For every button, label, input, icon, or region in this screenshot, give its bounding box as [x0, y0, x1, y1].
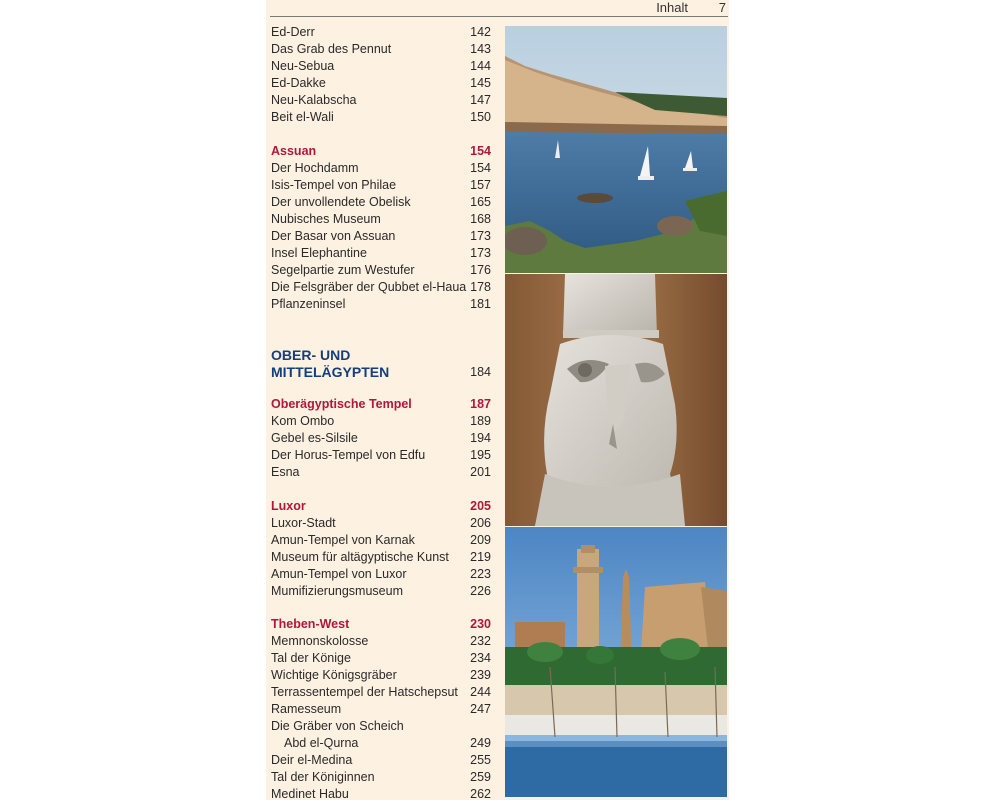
entry-page: 239: [470, 668, 491, 682]
entry-title: Ed-Derr: [271, 25, 315, 39]
entry-page: 244: [470, 685, 491, 699]
part-title-line1: OBER- UND: [271, 347, 351, 363]
entry-title: Wichtige Königsgräber: [271, 668, 397, 682]
entry-title: Kom Ombo: [271, 414, 335, 428]
entry-page: 219: [470, 550, 491, 564]
entry-page: 247: [470, 702, 491, 716]
entry-page: 223: [470, 567, 491, 581]
toc-entry[interactable]: [271, 633, 493, 650]
toc-entry[interactable]: [271, 296, 493, 313]
entry-title: Abd el-Qurna: [284, 736, 359, 750]
entry-title: Pflanzeninsel: [271, 297, 346, 311]
entry-page: 255: [470, 753, 491, 767]
entry-title: Terrassentempel der Hatschepsut: [271, 685, 458, 699]
section-title: Oberägyptische Tempel: [271, 397, 412, 411]
header-title: Inhalt: [656, 0, 688, 15]
toc-entry[interactable]: [271, 109, 493, 126]
entry-title: Mumifizierungsmuseum: [271, 584, 403, 598]
photo-horus-statue: [505, 274, 727, 526]
section-page: 187: [470, 397, 491, 411]
entry-page: 249: [470, 736, 491, 750]
entry-title: Neu-Sebua: [271, 59, 335, 73]
entry-page: 147: [470, 93, 491, 107]
entry-page: 226: [470, 584, 491, 598]
section-page: 205: [470, 499, 491, 513]
toc-entry[interactable]: [271, 92, 493, 109]
entry-title: Ramesseum: [271, 702, 342, 716]
entry-page: 209: [470, 533, 491, 547]
part-heading[interactable]: [271, 347, 493, 381]
section-page: 230: [470, 617, 491, 631]
page-number: 7: [718, 0, 726, 15]
toc-entry[interactable]: [271, 549, 493, 566]
entry-title: Isis-Tempel von Philae: [271, 178, 397, 192]
entry-page: 178: [470, 280, 491, 294]
entry-page: 165: [470, 195, 491, 209]
toc-entry[interactable]: [271, 245, 493, 262]
entry-title: Das Grab des Pennut: [271, 42, 392, 56]
entry-page: 173: [470, 246, 491, 260]
toc-entry[interactable]: [271, 786, 493, 803]
entry-page: 201: [470, 465, 491, 479]
toc-entry[interactable]: [271, 532, 493, 549]
toc-entry[interactable]: [271, 430, 493, 447]
toc-entry[interactable]: [271, 701, 493, 718]
entry-page: 142: [470, 25, 491, 39]
toc-entry[interactable]: [271, 515, 493, 532]
part-page: 184: [470, 365, 491, 379]
section-heading-assuan[interactable]: [271, 143, 493, 160]
entry-page: 157: [470, 178, 491, 192]
entry-page: 143: [470, 42, 491, 56]
entry-title: Tal der Königinnen: [271, 770, 375, 784]
entry-title: Beit el-Wali: [271, 110, 334, 124]
entry-page: 189: [470, 414, 491, 428]
toc-entry[interactable]: [271, 279, 493, 296]
part-title-line2: MITTELÄGYPTEN: [271, 364, 390, 380]
toc-entry[interactable]: [271, 769, 493, 786]
section-heading-theben-west[interactable]: [271, 616, 493, 633]
running-header: [270, 0, 728, 17]
entry-title: Ed-Dakke: [271, 76, 326, 90]
section-heading-oberaegyptische-tempel[interactable]: [271, 396, 493, 413]
toc-entry[interactable]: [271, 684, 493, 701]
toc-entry[interactable]: [271, 58, 493, 75]
entry-title: Amun-Tempel von Karnak: [271, 533, 415, 547]
entry-title: Die Gräber von Scheich: [271, 719, 404, 733]
toc-entry[interactable]: [271, 177, 493, 194]
entry-title: Esna: [271, 465, 300, 479]
entry-title: Gebel es-Silsile: [271, 431, 358, 445]
photo-nile-aswan: [505, 26, 727, 273]
toc-entry[interactable]: [271, 752, 493, 769]
entry-title: Nubisches Museum: [271, 212, 381, 226]
section-title: Theben-West: [271, 617, 350, 631]
entry-title: Memnonskolosse: [271, 634, 369, 648]
toc-entry[interactable]: [271, 650, 493, 667]
entry-title: Tal der Könige: [271, 651, 351, 665]
entry-page: 206: [470, 516, 491, 530]
toc-entry[interactable]: [271, 24, 493, 41]
entry-title: Der unvollendete Obelisk: [271, 195, 411, 209]
toc-entry[interactable]: [271, 262, 493, 279]
entry-title: Der Basar von Assuan: [271, 229, 396, 243]
section-title: Luxor: [271, 499, 306, 513]
entry-title: Luxor-Stadt: [271, 516, 336, 530]
entry-page: 181: [470, 297, 491, 311]
entry-page: 259: [470, 770, 491, 784]
entry-title: Insel Elephantine: [271, 246, 367, 260]
section-heading-luxor[interactable]: [271, 498, 493, 515]
entry-page: 234: [470, 651, 491, 665]
toc-entry[interactable]: [271, 194, 493, 211]
toc-entry-continued[interactable]: [271, 735, 493, 752]
entry-page: 195: [470, 448, 491, 462]
toc-entry[interactable]: [271, 583, 493, 600]
section-title: Assuan: [271, 144, 317, 158]
entry-title: Amun-Tempel von Luxor: [271, 567, 407, 581]
toc-entry[interactable]: [271, 718, 493, 735]
entry-page: 168: [470, 212, 491, 226]
entry-page: 154: [470, 161, 491, 175]
toc-entry[interactable]: [271, 75, 493, 92]
toc-entry[interactable]: [271, 413, 493, 430]
entry-title: Segelpartie zum Westufer: [271, 263, 415, 277]
toc-entry[interactable]: [271, 160, 493, 177]
entry-title: Medinet Habu: [271, 787, 349, 801]
entry-title: Museum für altägyptische Kunst: [271, 550, 449, 564]
toc-entry[interactable]: [271, 464, 493, 481]
entry-page: 176: [470, 263, 491, 277]
entry-page: 144: [470, 59, 491, 73]
entry-page: 232: [470, 634, 491, 648]
entry-page: 262: [470, 787, 491, 801]
entry-page: 150: [470, 110, 491, 124]
entry-title: Die Felsgräber der Qubbet el-Haua: [271, 280, 467, 294]
entry-title: Der Horus-Tempel von Edfu: [271, 448, 426, 462]
section-page: 154: [470, 144, 491, 158]
photo-luxor-temple: [505, 527, 727, 797]
toc-entry[interactable]: [271, 228, 493, 245]
entry-title: Der Hochdamm: [271, 161, 359, 175]
toc-entry[interactable]: [271, 566, 493, 583]
entry-page: 145: [470, 76, 491, 90]
toc-entry[interactable]: [271, 667, 493, 684]
toc-entry[interactable]: [271, 41, 493, 58]
entry-title: Deir el-Medina: [271, 753, 353, 767]
entry-page: 173: [470, 229, 491, 243]
entry-page: 194: [470, 431, 491, 445]
toc-entry[interactable]: [271, 447, 493, 464]
entry-title: Neu-Kalabscha: [271, 93, 357, 107]
toc-entry[interactable]: [271, 211, 493, 228]
